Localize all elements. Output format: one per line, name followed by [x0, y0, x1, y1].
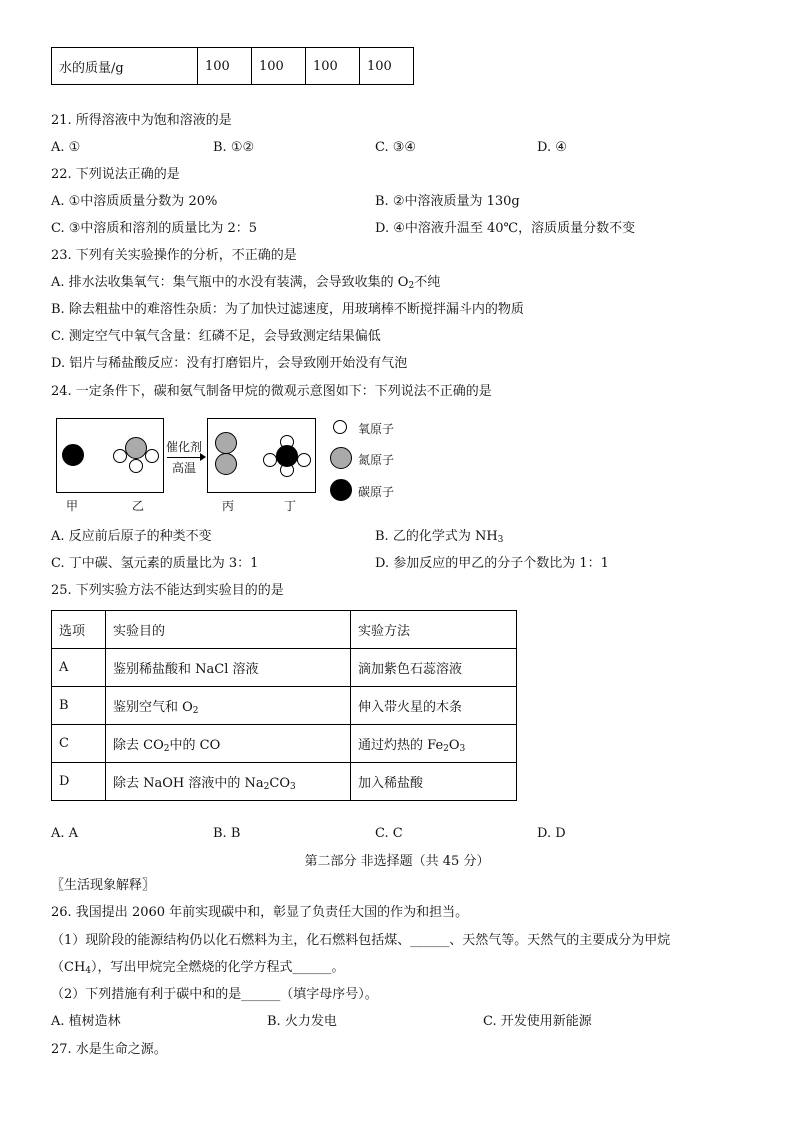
- q26-p1b-sub: 4: [85, 966, 92, 976]
- q24-option-d[interactable]: D. 参加反应的甲乙的分子个数比为 1：1: [375, 556, 609, 571]
- carbon-atom: [276, 445, 298, 467]
- q23-a-text: A. 排水法收集氧气：集气瓶中的水没有装满，会导致收集的 O: [51, 275, 409, 290]
- q25-option-b[interactable]: B. B: [213, 826, 241, 841]
- q26-option-b[interactable]: B. 火力发电: [267, 1014, 337, 1029]
- goal-sub: 2: [263, 781, 270, 792]
- condition-label: 高温: [172, 461, 197, 475]
- row-goal: 鉴别稀盐酸和 NaCl 溶液: [106, 649, 351, 687]
- q23-a-post: 不纯: [414, 275, 441, 290]
- water-mass-table: [51, 47, 414, 85]
- q21-stem: 21. 所得溶液中为饱和溶液的是: [51, 113, 232, 128]
- q24-option-b[interactable]: [375, 528, 503, 549]
- arrow-head-icon: [200, 453, 206, 461]
- q24-b-sub: 3: [497, 535, 504, 545]
- q23-a-sub: 2: [408, 281, 415, 291]
- q22-option-c[interactable]: C. ③中溶质和溶剂的质量比为 2：5: [51, 221, 258, 236]
- label-jia: 甲: [66, 499, 79, 513]
- q26-part1: （1）现阶段的能源结构仍以化石燃料为主，化石燃料包括煤、______、天然气等。天然气的主要成分为甲烷: [51, 933, 671, 948]
- legend-nitrogen: 氮原子: [358, 453, 395, 467]
- legend-carbon: 碳原子: [358, 485, 395, 499]
- q25-option-d[interactable]: D. D: [537, 826, 566, 841]
- legend-carbon-symbol: [330, 479, 352, 501]
- label-yi: 乙: [132, 499, 145, 513]
- catalyst-label: 催化剂: [166, 440, 203, 454]
- row-method: 伸入带火星的木条: [351, 687, 517, 725]
- row-method: 滴加紫色石蕊溶液: [351, 649, 517, 687]
- row-method: [351, 725, 517, 763]
- row-option: B: [52, 687, 106, 725]
- legend-nitrogen-symbol: [330, 447, 352, 469]
- water-mass-value: 100: [360, 48, 414, 85]
- q26-stem: 26. 我国提出 2060 年前实现碳中和，彰显了负责任大国的作为和担当。: [51, 905, 469, 920]
- q25-stem: 25. 下列实验方法不能达到实验目的的是: [51, 583, 284, 598]
- q24-b-text: B. 乙的化学式为 NH: [375, 529, 498, 544]
- q21-option-b[interactable]: B. ①②: [213, 140, 255, 155]
- part2-title: 第二部分 非选择题（共 45 分）: [304, 854, 490, 869]
- q22-stem: 22. 下列说法正确的是: [51, 167, 180, 182]
- label-ding: 丁: [284, 499, 297, 513]
- table-row: [52, 649, 517, 687]
- q27-stem: 27. 水是生命之源。: [51, 1042, 167, 1057]
- small-atom: [297, 453, 311, 467]
- row-option: C: [52, 725, 106, 763]
- goal-text: 除去 NaOH 溶液中的 Na: [113, 775, 264, 791]
- row-goal: [106, 763, 351, 801]
- goal-sub: 3: [290, 781, 296, 792]
- small-atom: [263, 453, 277, 467]
- goal-sub: 2: [192, 705, 199, 716]
- q24-option-a[interactable]: A. 反应前后原子的种类不变: [51, 529, 212, 544]
- q23-option-a[interactable]: [51, 274, 440, 295]
- q22-option-b[interactable]: B. ②中溶液质量为 130g: [375, 194, 520, 209]
- q26-p1b-text: （CH: [51, 960, 86, 975]
- q24-option-c[interactable]: C. 丁中碳、氢元素的质量比为 3：1: [51, 556, 259, 571]
- header-option: 选项: [52, 611, 106, 649]
- table-row: [52, 48, 414, 85]
- q23-option-c[interactable]: C. 测定空气中氧气含量：红磷不足，会导致测定结果偏低: [51, 329, 381, 344]
- experiment-table: [51, 610, 517, 801]
- goal-post: 中的 CO: [169, 737, 221, 753]
- q26-part2: （2）下列措施有利于碳中和的是______（填字母序号）。: [51, 987, 378, 1002]
- small-atom: [145, 449, 159, 463]
- table-header-row: [52, 611, 517, 649]
- q26-part1-cont: [51, 959, 345, 980]
- q22-option-a[interactable]: A. ①中溶质质量分数为 20%: [51, 194, 218, 209]
- row-option: A: [52, 649, 106, 687]
- header-method: 实验方法: [351, 611, 517, 649]
- q26-option-c[interactable]: C. 开发使用新能源: [483, 1014, 592, 1029]
- section-title: 〖生活现象解释〗: [51, 878, 156, 893]
- q21-option-a[interactable]: A. ①: [51, 140, 81, 155]
- reaction-arrow: [167, 457, 203, 458]
- q23-stem: 23. 下列有关实验操作的分析，不正确的是: [51, 248, 297, 263]
- small-atom: [129, 459, 143, 473]
- q24-stem: 24. 一定条件下，碳和氨气制备甲烷的微观示意图如下：下列说法不正确的是: [51, 384, 492, 399]
- goal-sub: 2: [163, 743, 170, 754]
- q26-p1b-post: ），写出甲烷完全燃烧的化学方程式______。: [91, 960, 345, 975]
- table-row: [52, 687, 517, 725]
- method-sub: 3: [459, 743, 466, 754]
- q21-option-c[interactable]: C. ③④: [375, 140, 417, 155]
- table-row: [52, 725, 517, 763]
- q22-option-d[interactable]: D. ④中溶液升温至 40℃，溶质质量分数不变: [375, 221, 636, 236]
- row-option: D: [52, 763, 106, 801]
- q25-option-a[interactable]: A. A: [51, 826, 79, 841]
- row-goal: [106, 687, 351, 725]
- row-method: 加入稀盐酸: [351, 763, 517, 801]
- q23-option-b[interactable]: B. 除去粗盐中的难溶性杂质：为了加快过滤速度，用玻璃棒不断搅拌漏斗内的物质: [51, 302, 524, 317]
- row-goal: [106, 725, 351, 763]
- q26-option-a[interactable]: A. 植树造林: [51, 1014, 121, 1029]
- legend-oxygen-symbol: [333, 420, 347, 434]
- label-bing: 丙: [222, 499, 235, 513]
- water-mass-label: 水的质量/g: [52, 48, 198, 85]
- goal-text: 除去 CO: [113, 737, 164, 753]
- method-mid: O: [448, 737, 460, 753]
- q23-option-d[interactable]: D. 铝片与稀盐酸反应：没有打磨铝片，会导致刚开始没有气泡: [51, 356, 408, 371]
- q21-option-d[interactable]: D. ④: [537, 140, 567, 155]
- method-sub: 2: [443, 743, 449, 754]
- water-mass-value: 100: [198, 48, 252, 85]
- nitrogen-atom: [125, 437, 147, 459]
- carbon-atom: [62, 444, 84, 466]
- nitrogen-atom: [215, 432, 237, 454]
- q25-option-c[interactable]: C. C: [375, 826, 403, 841]
- water-mass-value: 100: [252, 48, 306, 85]
- goal-text: 鉴别空气和 O: [113, 699, 193, 715]
- header-goal: 实验目的: [106, 611, 351, 649]
- legend-oxygen: 氧原子: [358, 422, 395, 436]
- goal-post: CO: [269, 775, 290, 791]
- method-text: 通过灼热的 Fe: [358, 737, 444, 753]
- table-row: [52, 763, 517, 801]
- water-mass-value: 100: [306, 48, 360, 85]
- nitrogen-atom: [215, 453, 237, 475]
